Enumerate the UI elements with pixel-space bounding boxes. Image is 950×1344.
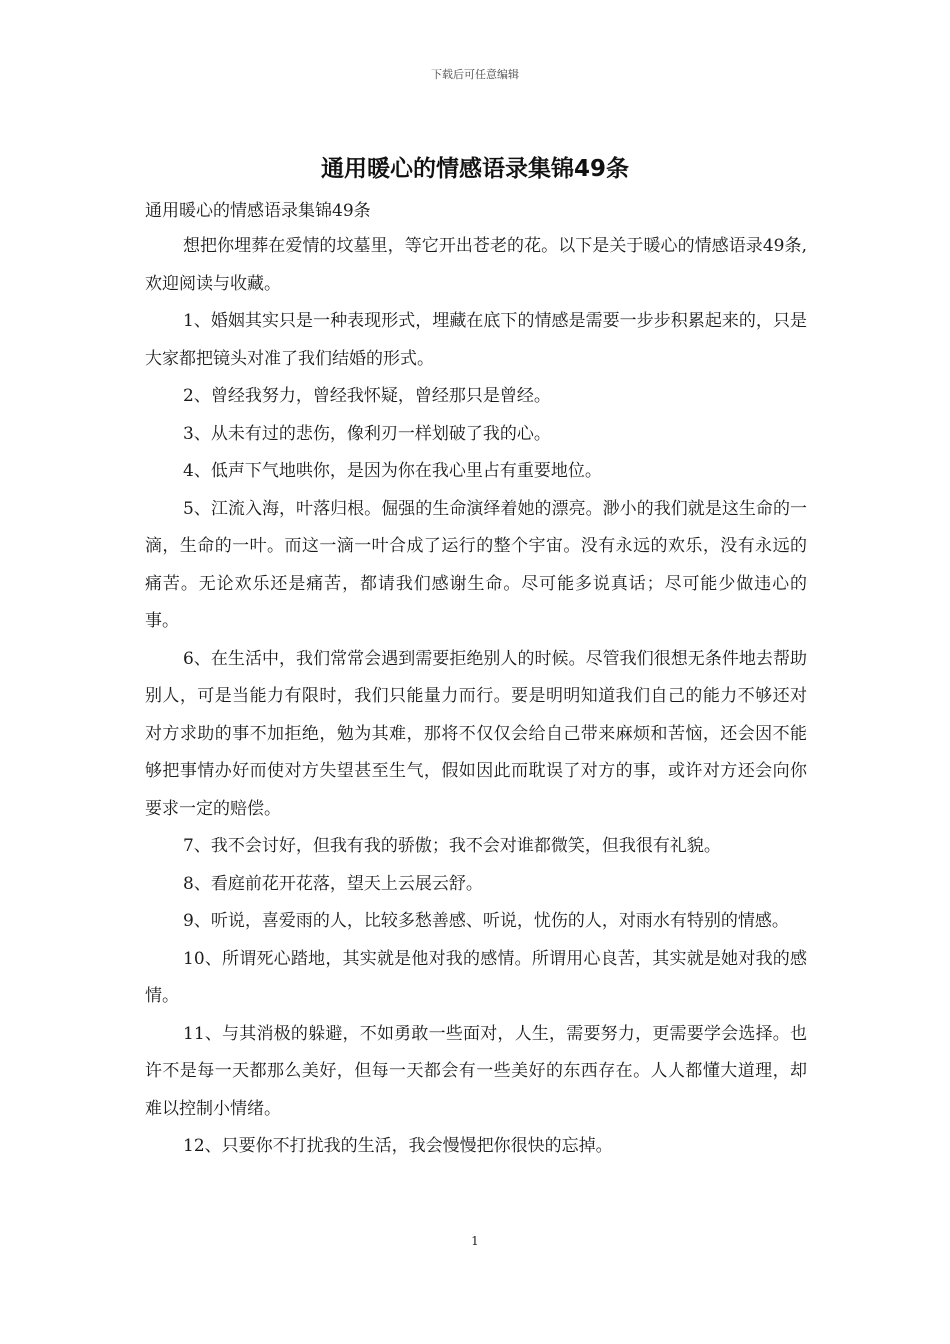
quote-paragraph-10: 10、所谓死心踏地，其实就是他对我的感情。所谓用心良苦，其实就是她对我的感情。: [145, 948, 807, 1006]
quote-paragraph-11: 11、与其消极的躲避，不如勇敢一些面对，人生，需要努力，更需要学会选择。也许不是每一天都那么美好，但每一天都会有一些美好的东西存在。人人都懂大道理，却难以控制小情绪。: [145, 1023, 807, 1119]
quote-paragraph-4: 4、低声下气地哄你，是因为你在我心里占有重要地位。: [183, 461, 602, 481]
quote-paragraph-12: 12、只要你不打扰我的生活，我会慢慢把你很快的忘掉。: [183, 1136, 613, 1156]
document-title: 通用暖心的情感语录集锦49条: [320, 156, 629, 182]
quote-paragraph-6: 6、在生活中，我们常常会遇到需要拒绝别人的时候。尽管我们很想无条件地去帮助别人，可是当能力有限时，我们只能量力而行。要是明明知道我们自己的能力不够还对对方求助的事不加拒绝，勉为其难，那将不仅仅会给自己带来麻烦和苦恼，还会因不能够把事情办好而使对方失望甚至生气，假如因此而耽误了对方的事，或许对方还会向你要求一定的赔偿。: [145, 648, 807, 819]
quote-paragraph-9: 9、听说，喜爱雨的人，比较多愁善感、听说，忧伤的人，对雨水有特别的情感。: [183, 911, 789, 931]
document-body: [145, 228, 807, 1166]
document-subtitle: 通用暖心的情感语录集锦49条: [145, 201, 371, 221]
quote-paragraph-2: 2、曾经我努力，曾经我怀疑，曾经那只是曾经。: [183, 386, 551, 406]
intro-paragraph: 想把你埋葬在爱情的坟墓里，等它开出苍老的花。以下是关于暖心的情感语录49条,欢迎阅读与收藏。: [145, 236, 807, 294]
quote-paragraph-3: 3、从未有过的悲伤，像利刃一样划破了我的心。: [183, 423, 551, 444]
quote-paragraph-5: 5、江流入海，叶落归根。倔强的生命演绎着她的漂亮。渺小的我们就是这生命的一滴，生命的一叶。而这一滴一叶合成了运行的整个宇宙。没有永远的欢乐，没有永远的痛苦。无论欢乐还是痛苦，都请我们感谢生命。尽可能多说真话；尽可能少做违心的事。: [145, 498, 807, 631]
quote-paragraph-8: 8、看庭前花开花落，望天上云展云舒。: [183, 873, 483, 894]
quote-paragraph-7: 7、我不会讨好，但我有我的骄傲；我不会对谁都微笑，但我很有礼貌。: [183, 836, 721, 856]
header-note: 下载后可任意编辑: [431, 68, 519, 81]
quote-paragraph-1: 1、婚姻其实只是一种表现形式，埋藏在底下的情感是需要一步步积累起来的，只是大家都把镜头对准了我们结婚的形式。: [145, 311, 807, 369]
page-number: 1: [471, 1234, 479, 1248]
